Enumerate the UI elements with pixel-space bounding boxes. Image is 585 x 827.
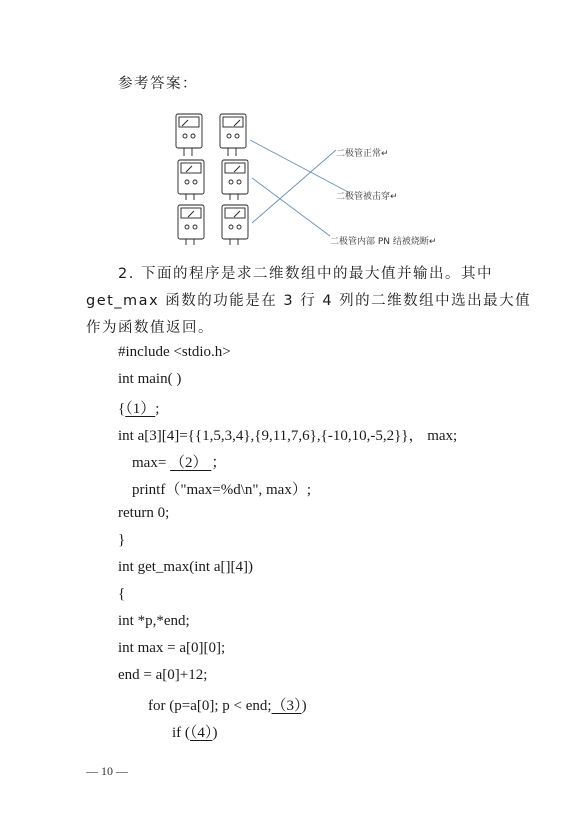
page-number: — 10 — bbox=[86, 764, 128, 778]
question-line-3: 作为函数值返回。 bbox=[86, 320, 214, 336]
brace: { bbox=[118, 401, 126, 417]
for-end: ) bbox=[301, 698, 307, 714]
multimeter-icon bbox=[222, 160, 248, 200]
code-return: return 0; bbox=[118, 505, 170, 521]
blank-2: （2） bbox=[170, 455, 212, 471]
multimeter-icon bbox=[178, 160, 204, 200]
code-include: #include <stdio.h> bbox=[118, 344, 231, 360]
code-printf: printf（"max=%d\n", max）; bbox=[132, 482, 312, 498]
multimeter-icon bbox=[222, 205, 248, 245]
max-assign-prefix: max= bbox=[132, 455, 167, 471]
code-open-brace bbox=[118, 397, 159, 418]
if-prefix: if ( bbox=[172, 725, 190, 741]
multimeter-icon bbox=[220, 114, 246, 156]
code-for-loop bbox=[148, 694, 307, 715]
figure-label-normal: 二极管正常↵ bbox=[336, 149, 389, 159]
code-array-decl: int a[3][4]={{1,5,3,4},{9,11,7,6},{-10,10,-5,2}}， max; bbox=[118, 428, 458, 444]
code-max-init: int max = a[0][0]; bbox=[118, 640, 226, 656]
code-open-brace-2: { bbox=[118, 586, 126, 602]
diode-test-figure bbox=[170, 108, 460, 248]
matching-lines bbox=[250, 140, 350, 236]
code-close-brace: } bbox=[118, 532, 126, 548]
code-main: int main( ) bbox=[118, 371, 182, 387]
blank-1: （1） bbox=[125, 401, 156, 417]
code-if bbox=[172, 721, 217, 742]
answer-heading: 参考答案： bbox=[118, 76, 198, 92]
code-max-assign bbox=[132, 451, 226, 472]
code-get-max-signature: int get_max(int a[][4]) bbox=[118, 559, 253, 575]
multimeter-icon bbox=[176, 114, 202, 156]
code-pointer-decl: int *p,*end; bbox=[118, 613, 190, 629]
blank-3: （3） bbox=[271, 698, 302, 714]
question-line-1: 2. 下面的程序是求二维数组中的最大值并输出。其中 bbox=[118, 266, 493, 282]
multimeter-icon bbox=[178, 205, 204, 245]
for-prefix: for (p=a[0]; p < end; bbox=[148, 698, 272, 714]
blank-4: （4） bbox=[189, 725, 213, 741]
question-line-2: get_max 函数的功能是在 3 行 4 列的二维数组中选出最大值 bbox=[86, 293, 532, 309]
figure-label-burnout: 二极管内部 PN 结被烧断↵ bbox=[330, 237, 437, 247]
max-assign-end: ； bbox=[211, 455, 227, 471]
code-end-assign: end = a[0]+12; bbox=[118, 667, 208, 683]
semicolon: ; bbox=[155, 401, 160, 417]
if-end: ) bbox=[212, 725, 218, 741]
figure-label-breakdown: 二极管被击穿↵ bbox=[336, 192, 398, 202]
